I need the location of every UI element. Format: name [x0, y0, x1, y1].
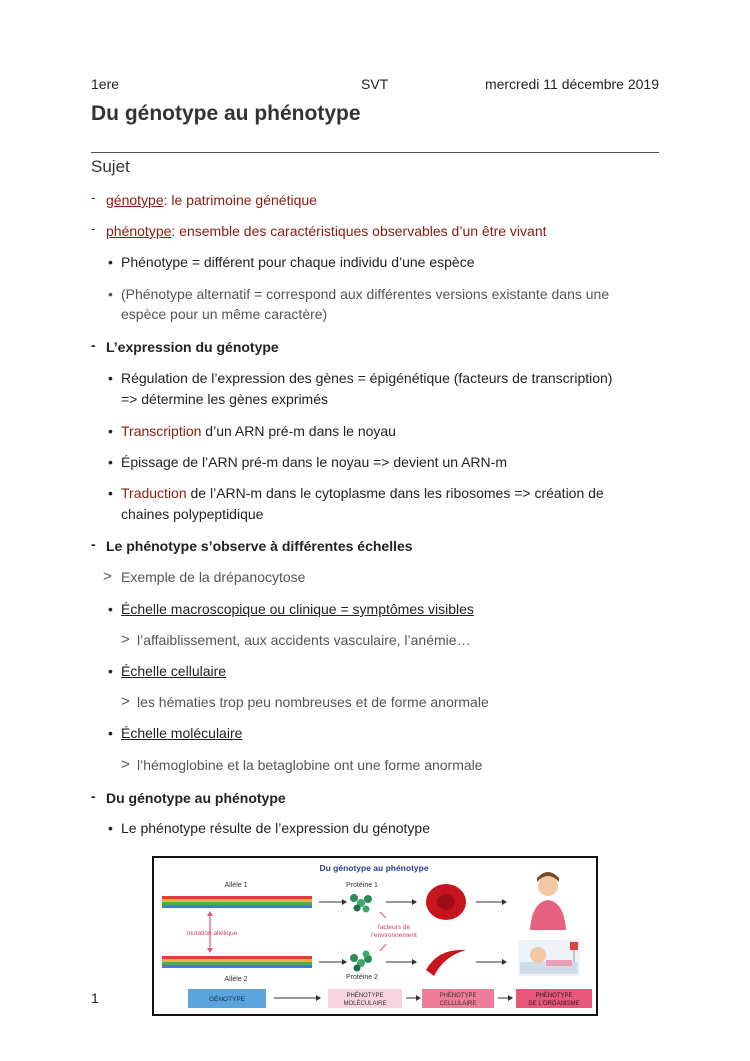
dash-marker: -	[91, 220, 96, 236]
bullet-marker: •	[108, 454, 113, 470]
protein1-molecule	[350, 894, 372, 913]
dna-strand-2	[162, 956, 312, 968]
list-item-text: Régulation de l’expression des gènes = épigénétique (facteurs de transcription)	[121, 370, 613, 386]
list-item-text: Épissage de l’ARN pré-m dans le noyau => devient un ARN-m	[121, 454, 507, 470]
allele2-label: Allèle 2	[224, 976, 248, 983]
scale-molecular: Échelle moléculaire	[121, 725, 243, 741]
list-item-text: => détermine les gènes exprimés	[121, 391, 328, 407]
healthy-person-illustration	[518, 868, 578, 930]
list-item-text: Le phénotype résulte de l’expression du génotype	[121, 820, 430, 836]
section-subtitle: Sujet	[91, 157, 130, 176]
bullet-marker: •	[108, 254, 113, 270]
dash-marker: -	[91, 189, 96, 205]
environment-label-line2: l'environnement	[371, 932, 417, 939]
section-heading-text: Du génotype au phénotype	[106, 790, 286, 806]
sickle-red-blood-cell	[426, 950, 466, 976]
scale-macroscopic: Échelle macroscopique ou clinique = symptômes visibles	[121, 601, 474, 617]
definition-text: : le patrimoine génétique	[163, 192, 317, 208]
list-item-text: Phénotype = différent pour chaque individu d’une espèce	[121, 254, 475, 270]
list-item-text: (Phénotype alternatif = correspond aux différentes versions existante dans une	[121, 286, 610, 302]
dash-marker: -	[91, 788, 96, 804]
note-text: les hématies trop peu nombreuses et de forme anormale	[137, 694, 489, 710]
page-header	[91, 76, 659, 94]
mutation-label: mutation allélique	[186, 930, 238, 937]
header-date: mercredi 11 décembre 2019	[484, 76, 659, 92]
caret-marker: >	[121, 693, 130, 710]
dna-strand-1	[162, 896, 312, 908]
dash-marker: -	[91, 536, 96, 552]
list-item-text: de l’ARN-m dans le cytoplasme dans les ribosomes => création de	[186, 485, 604, 501]
protein2-molecule	[350, 951, 372, 972]
note-text: l’affaiblissement, aux accidents vasculaire, l’anémie…	[137, 632, 471, 648]
protein1-label: Protéine 1	[346, 882, 378, 889]
organism-box-line2: DE L'ORGANISME	[528, 1001, 580, 1007]
genotype-phenotype-diagram	[152, 856, 598, 1016]
page-number: 1	[91, 990, 99, 1006]
title-divider	[91, 152, 659, 153]
bullet-marker: •	[108, 663, 113, 679]
definition-text: : ensemble des caractéristiques observables d’un être vivant	[171, 223, 547, 239]
protein2-label: Protéine 2	[346, 974, 378, 981]
section-heading-text: Le phénotype s’observe à différentes échelles	[106, 538, 413, 554]
list-item-text: d’un ARN pré-m dans le noyau	[201, 423, 396, 439]
bullet-marker: •	[108, 370, 113, 386]
genotype-box-label: GÉNOTYPE	[208, 996, 246, 1003]
header-level: 1ere	[91, 76, 120, 92]
bullet-marker: •	[108, 286, 113, 302]
cellular-box-line1: PHÉNOTYPE	[439, 993, 477, 999]
term-genotype: génotype	[106, 192, 164, 208]
list-item-text: chaines polypeptidique	[121, 506, 264, 522]
scale-cellular: Échelle cellulaire	[121, 663, 227, 679]
term-traduction: Traduction	[121, 485, 187, 501]
bullet-marker: •	[108, 725, 113, 741]
figure-title: Du génotype au phénotype	[319, 863, 429, 873]
dash-marker: -	[91, 337, 96, 353]
page-title: Du génotype au phénotype	[91, 102, 361, 125]
bullet-marker: •	[108, 601, 113, 617]
bullet-marker: •	[108, 485, 113, 501]
organism-box-line1: PHÉNOTYPE	[535, 993, 573, 999]
term-phenotype: phénotype	[106, 223, 172, 239]
environment-label-line1: facteurs de	[377, 924, 411, 931]
note-text: l’hémoglobine et la betaglobine ont une forme anormale	[137, 757, 483, 773]
list-item-text: espèce pour un même caractère)	[121, 306, 328, 322]
term-transcription: Transcription	[121, 423, 202, 439]
example-text: Exemple de la drépanocytose	[121, 569, 306, 585]
molecular-box-line2: MOLÉCULAIRE	[343, 1001, 387, 1007]
cellular-box-line2: CELLULAIRE	[439, 1001, 477, 1007]
caret-marker: >	[121, 756, 130, 773]
normal-red-blood-cell	[426, 884, 466, 920]
section-heading-text: L’expression du génotype	[106, 339, 279, 355]
allele1-label: Allèle 1	[224, 882, 248, 889]
caret-marker: >	[121, 631, 130, 648]
molecular-box-line1: PHÉNOTYPE	[346, 993, 384, 999]
bullet-marker: •	[108, 820, 113, 836]
sick-person-illustration	[518, 940, 580, 976]
header-subject: SVT	[361, 76, 389, 92]
bullet-marker: •	[108, 423, 113, 439]
caret-marker: >	[103, 568, 112, 585]
